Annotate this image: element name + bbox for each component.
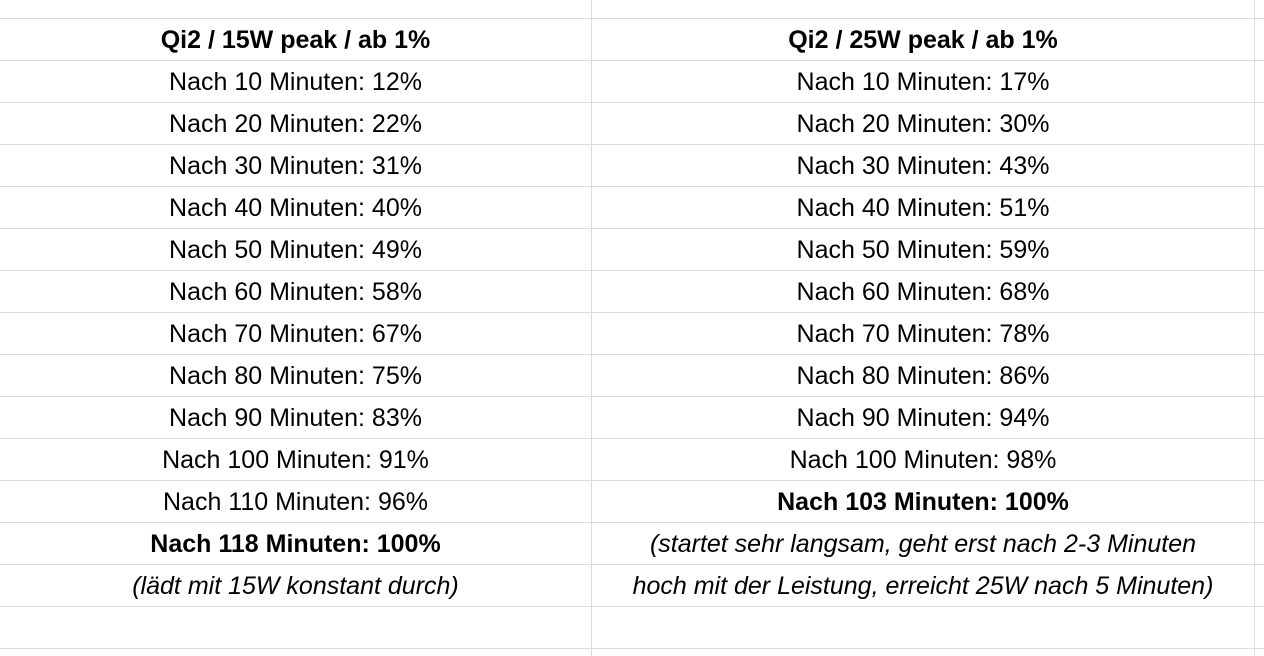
table-row: [0, 523, 1264, 565]
column-divider: [1254, 0, 1255, 656]
note-cell-25w[interactable]: (startet sehr langsam, geht erst nach 2-3 Minuten: [649, 529, 1197, 558]
table-cell[interactable]: Nach 30 Minuten: 43%: [796, 151, 1050, 180]
table-cell-final-15w[interactable]: Nach 118 Minuten: 100%: [150, 529, 441, 558]
table-cell[interactable]: Nach 50 Minuten: 49%: [169, 235, 422, 264]
table-row: [0, 481, 1264, 523]
table-cell[interactable]: Nach 50 Minuten: 59%: [796, 235, 1050, 264]
table-cell[interactable]: Nach 70 Minuten: 67%: [169, 319, 422, 348]
table-row: [0, 0, 1264, 19]
note-cell-25w-continued[interactable]: hoch mit der Leistung, erreicht 25W nach 5 Minuten): [632, 571, 1214, 600]
table-cell[interactable]: Nach 110 Minuten: 96%: [163, 487, 428, 516]
table-row: [0, 607, 1264, 649]
table-cell[interactable]: [592, 607, 1254, 649]
table-row: [0, 103, 1264, 145]
table-cell[interactable]: [0, 607, 591, 649]
table-cell[interactable]: [0, 0, 591, 19]
table-cell[interactable]: Nach 80 Minuten: 75%: [169, 361, 422, 390]
table-cell[interactable]: Nach 40 Minuten: 40%: [169, 193, 422, 222]
column-header-25w[interactable]: Qi2 / 25W peak / ab 1%: [788, 25, 1058, 54]
table-cell[interactable]: Nach 60 Minuten: 68%: [796, 277, 1050, 306]
table-cell[interactable]: Nach 90 Minuten: 83%: [169, 403, 422, 432]
table-row: [0, 355, 1264, 397]
table-row: [0, 439, 1264, 481]
table-row: [0, 229, 1264, 271]
table-cell[interactable]: Nach 80 Minuten: 86%: [796, 361, 1050, 390]
table-cell-final-25w[interactable]: Nach 103 Minuten: 100%: [777, 487, 1069, 516]
table-row: [0, 145, 1264, 187]
table-cell[interactable]: Nach 60 Minuten: 58%: [169, 277, 422, 306]
table-row: [0, 313, 1264, 355]
table-row: [0, 565, 1264, 607]
column-divider: [591, 0, 592, 656]
table-cell[interactable]: Nach 10 Minuten: 17%: [796, 67, 1050, 96]
header-row: [0, 19, 1264, 61]
table-cell[interactable]: Nach 20 Minuten: 30%: [796, 109, 1050, 138]
table-row: [0, 187, 1264, 229]
table-cell[interactable]: Nach 100 Minuten: 91%: [162, 445, 429, 474]
table-cell[interactable]: [592, 0, 1254, 19]
table-cell[interactable]: Nach 10 Minuten: 12%: [169, 67, 422, 96]
table-cell[interactable]: Nach 30 Minuten: 31%: [169, 151, 422, 180]
table-cell[interactable]: Nach 20 Minuten: 22%: [169, 109, 422, 138]
table-row: [0, 61, 1264, 103]
table-cell[interactable]: Nach 90 Minuten: 94%: [796, 403, 1050, 432]
table-cell[interactable]: Nach 70 Minuten: 78%: [796, 319, 1050, 348]
table-cell[interactable]: Nach 100 Minuten: 98%: [789, 445, 1057, 474]
table-row: [0, 271, 1264, 313]
note-cell-15w[interactable]: (lädt mit 15W konstant durch): [132, 571, 459, 600]
table-cell[interactable]: Nach 40 Minuten: 51%: [796, 193, 1050, 222]
table-row: [0, 397, 1264, 439]
column-header-15w[interactable]: Qi2 / 15W peak / ab 1%: [160, 25, 431, 54]
